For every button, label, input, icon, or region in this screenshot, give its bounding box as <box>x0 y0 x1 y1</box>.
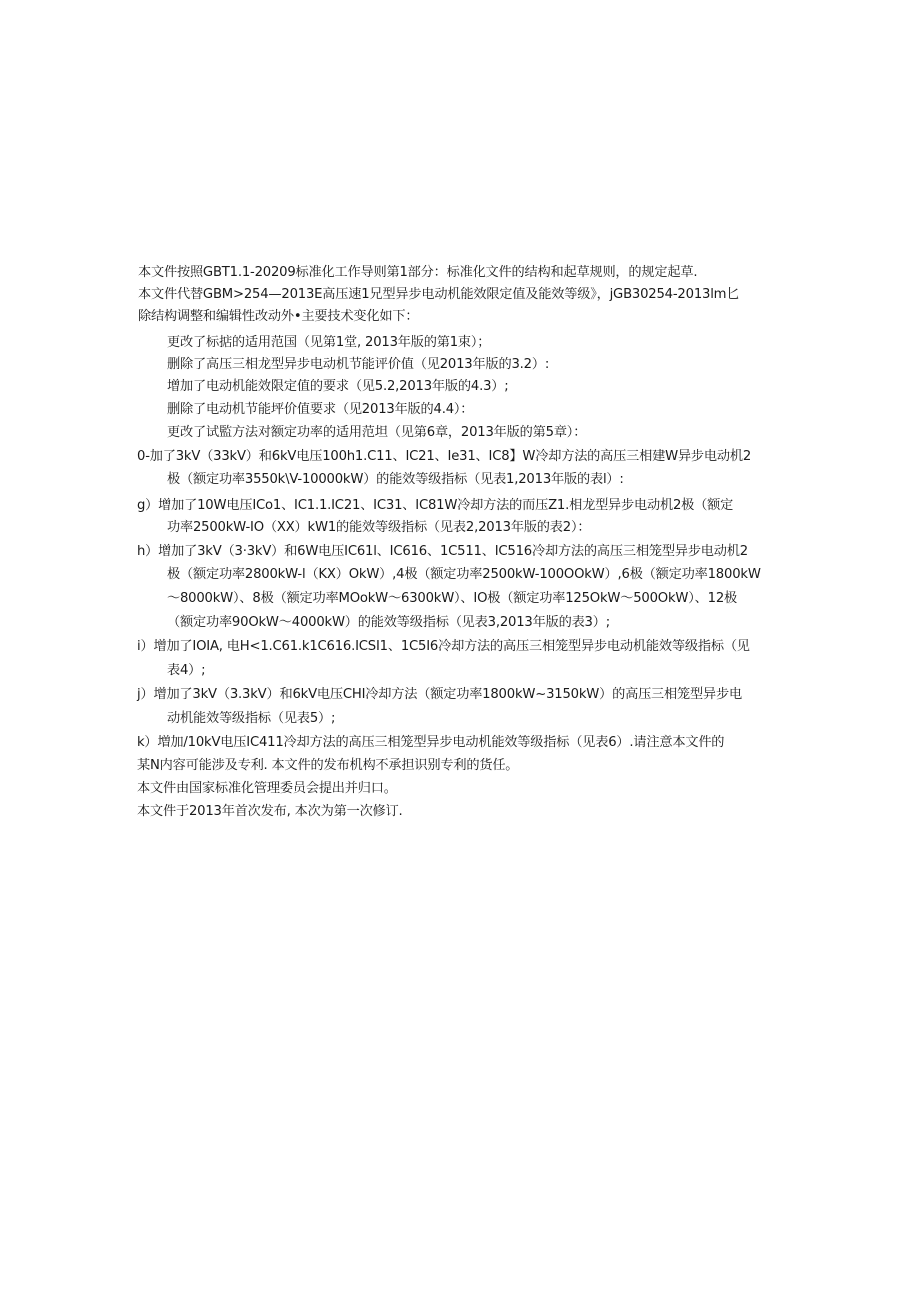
change-item-j-line1: j）增加了3kV（3.3kV）和6kV电压CHI冷却方法（额定功率1800kW~3150kW）的高压三相笼型异步电 <box>137 687 742 702</box>
change-item-g-line2: 功率2500kW-IO（XX）kW1的能效等级指标（见表2,2013年版的表2）： <box>167 520 591 535</box>
change-item-d: 删除了电动机节能坪价值要求（见2013年版的4.4）： <box>167 402 474 417</box>
change-item-j-line2: 动机能效等级指标（见表5）; <box>167 711 336 726</box>
change-item-h-line4: （额定功率90OkW～4000kW）的能效等级指标（见表3,2013年版的表3）; <box>167 615 610 630</box>
change-item-i-line1: i）增加了IOIA, 电H<1.C61.k1C616.ICSI1、1C5I6冷却方法的高压三相笼型异步电动机能效等级指标（见 <box>137 639 750 654</box>
change-item-h-line2: 极（额定功率2800kW-l（KX）OkW）,4极（额定功率2500kW-100OOkW）,6极（额定功率1800kW <box>167 567 761 582</box>
para-first-published: 本文件于2013年首次发布, 本次为第一次修订. <box>137 804 403 819</box>
change-item-c: 增加了电动机能效限定值的要求（见5.2,2013年版的4.3）; <box>167 379 509 394</box>
change-item-f-line1: 0-加了3kV（33kV）和6kV电压100h1.C11、IC21、Ie31、IC8】W冷却方法的高压三相建W异步电动机2 <box>137 449 752 464</box>
change-item-i-line2: 表4）; <box>167 663 206 678</box>
change-item-h-line1: h）增加了3kV（3·3kV）和6W电压IC61l、IC616、1C511、IC516冷却方法的高压三相笼型异步电动机2 <box>137 544 748 559</box>
para-replaces-line2: 除结构调整和编辑性改动外•主要技术变化如下： <box>138 309 419 324</box>
change-item-k-line1: k）増加/10kV电压IC411冷却方法的高压三相笼型异步电动机能效等级指标（见表6）.请注意本文件的 <box>137 735 725 750</box>
change-item-a: 更改了标掂的适用范国（见第1堂, 2013年版的第1束）； <box>167 335 491 350</box>
change-item-f-line2: 极（额定功率3550k\V-10000kW）的能效等级指标（见表1,2013年版的表l）: <box>167 472 624 487</box>
change-item-g-line1: g）增加了10W电压ICo1、IC1.1.IC21、IC31、IC81W冷却方法的而压Z1.相龙型异步电动机2极（额定 <box>137 498 734 513</box>
para-replaces-line1: 本文件代替GBM>254—2013E高压速1兄型异步电动机能效限定值及能效等级》，jGB30254-2013lm匕 <box>138 287 740 302</box>
change-item-b: 删除了高压三相龙型异步电动机节能评价值（见2013年版的3.2）: <box>167 357 550 372</box>
change-item-h-line3: ～8000kW）、8极（额定功率MOokW～6300kW）、IO极（额定功率125OkW～500OkW）、12极 <box>167 591 737 606</box>
para-drafting-rules: 本文件按照GBT1.1-20209标准化工作导则第1部分：标准化文件的结构和起草规则，的规定起草. <box>138 265 698 280</box>
para-proposed-by: 本文件由国家标准化管理委员会提出并归口。 <box>137 781 397 796</box>
change-item-e: 更改了试監方法对额定功率的适用范坦（见第6章，2013年版的第5章）： <box>167 425 587 440</box>
change-item-k-line2: 某N内容可能涉及专利. 本文件的发布机构不承担识别专利的货任。 <box>137 758 519 773</box>
